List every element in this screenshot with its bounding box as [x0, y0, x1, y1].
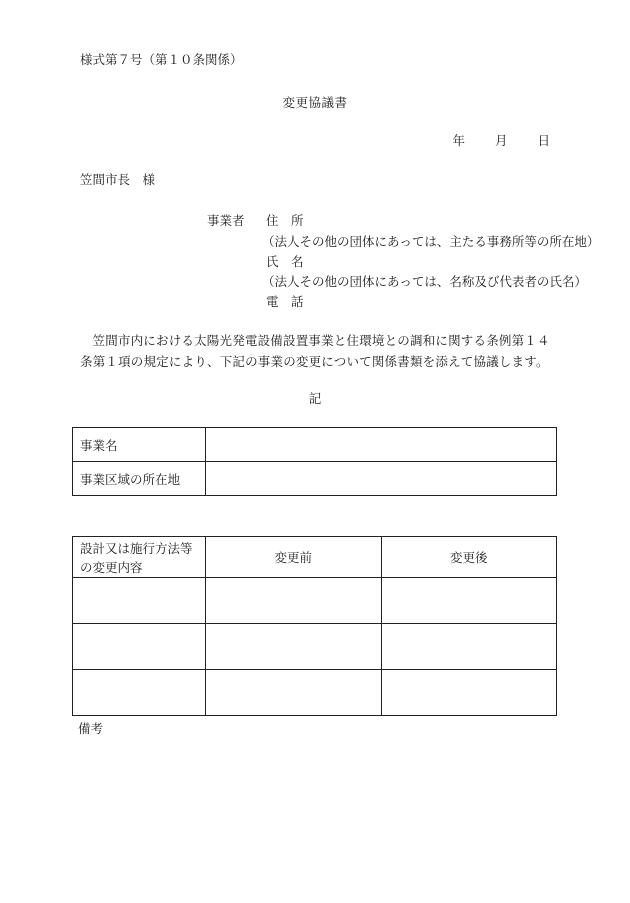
table-header-row — [73, 537, 557, 578]
after-cell[interactable] — [381, 578, 557, 624]
date-year: 年 — [452, 133, 465, 148]
header-change-content: 設計又は施行方法等の変更内容 — [73, 537, 206, 578]
project-table — [72, 427, 557, 496]
applicant-label: 事業者 — [207, 213, 245, 228]
project-location-label: 事業区域の所在地 — [73, 462, 206, 496]
name-label: 氏 名 — [266, 254, 304, 269]
remarks-label: 備考 — [78, 721, 104, 736]
table-row — [73, 624, 557, 670]
header-after: 変更後 — [381, 537, 557, 578]
name-note: （法人その他の団体にあっては、名称及び代表者の氏名） — [262, 274, 587, 289]
before-cell[interactable] — [206, 624, 382, 670]
address-label: 住 所 — [266, 213, 304, 228]
date-day: 日 — [537, 133, 550, 148]
after-cell[interactable] — [381, 670, 557, 716]
change-content-cell[interactable] — [73, 578, 206, 624]
table-row — [73, 578, 557, 624]
date-month: 月 — [494, 133, 508, 148]
table-row — [73, 462, 557, 496]
before-cell[interactable] — [206, 578, 382, 624]
table-row — [73, 428, 557, 462]
body-paragraph: 笠間市内における太陽光発電設備設置事業と住環境との調和に関する条例第１４条第１項の規定により、下記の事業の変更について関係書類を添えて協議します。 — [80, 333, 550, 369]
date-line — [452, 131, 550, 149]
project-name-field[interactable] — [206, 428, 557, 462]
project-location-field[interactable] — [206, 462, 557, 496]
ki-heading: 記 — [308, 391, 322, 406]
form-number: 様式第７号（第１０条関係） — [80, 52, 243, 67]
change-content-cell[interactable] — [73, 670, 206, 716]
project-name-label: 事業名 — [73, 428, 206, 462]
table-row — [73, 670, 557, 716]
change-table — [72, 536, 557, 716]
document-title: 変更協議書 — [282, 95, 348, 110]
addressee: 笠間市長 様 — [80, 172, 156, 187]
address-note: （法人その他の団体にあっては、主たる事務所等の所在地） — [262, 234, 600, 249]
header-before: 変更前 — [206, 537, 382, 578]
before-cell[interactable] — [206, 670, 382, 716]
after-cell[interactable] — [381, 624, 557, 670]
change-content-cell[interactable] — [73, 624, 206, 670]
phone-label: 電 話 — [266, 294, 304, 309]
